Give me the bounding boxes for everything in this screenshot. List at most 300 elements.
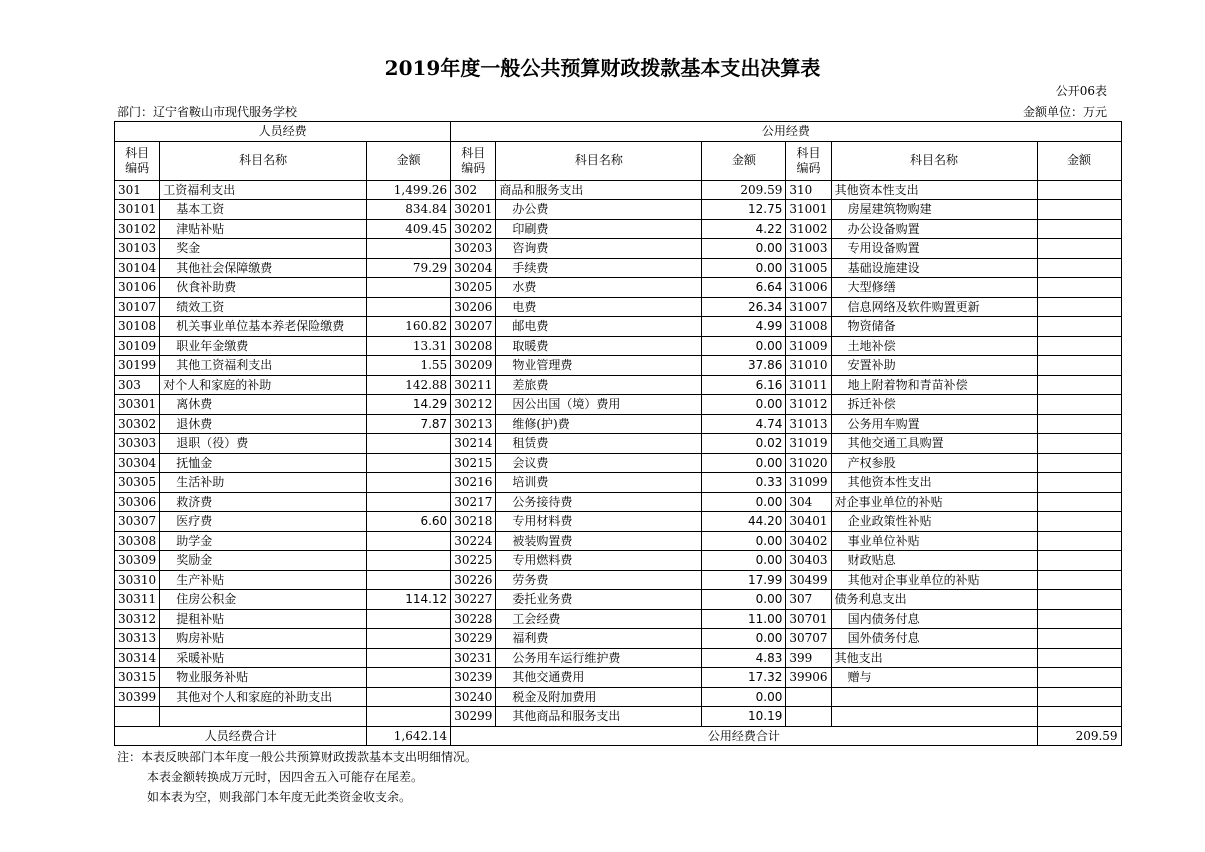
table-row: [115, 687, 1122, 707]
subject-code: 31006: [786, 278, 831, 298]
subject-code: 30299: [451, 707, 496, 727]
amount-cell: 0.00: [702, 492, 786, 512]
subject-code: 30240: [451, 687, 496, 707]
name-header: 科目名称: [831, 141, 1037, 180]
public-header: 公用经费: [451, 122, 1121, 142]
subject-name: 国内债务付息: [831, 609, 1037, 629]
subject-name: 差旅费: [496, 375, 702, 395]
table-row: [115, 375, 1122, 395]
subject-code: 30204: [451, 258, 496, 278]
amount-cell: 0.00: [702, 629, 786, 649]
amount-cell: 10.19: [702, 707, 786, 727]
table-row: [115, 258, 1122, 278]
amount-cell: [1037, 512, 1121, 532]
amount-header: 金额: [367, 141, 451, 180]
subject-code: 30228: [451, 609, 496, 629]
amount-cell: 6.60: [367, 512, 451, 532]
subject-code: 303: [115, 375, 160, 395]
public-total-value: 209.59: [1037, 726, 1121, 746]
subject-code: 30102: [115, 219, 160, 239]
name-header: 科目名称: [496, 141, 702, 180]
subject-code: 30224: [451, 531, 496, 551]
subject-name: 基础设施建设: [831, 258, 1037, 278]
amount-cell: [1037, 492, 1121, 512]
subject-name: 抚恤金: [160, 453, 367, 473]
subject-name: 办公设备购置: [831, 219, 1037, 239]
amount-cell: [1037, 375, 1121, 395]
code-header-line: 编码: [125, 160, 150, 175]
amount-cell: [1037, 648, 1121, 668]
subject-name: 其他社会保障缴费: [160, 258, 367, 278]
subject-name: 财政贴息: [831, 551, 1037, 571]
subject-name: 国外债务付息: [831, 629, 1037, 649]
subject-code: 30401: [786, 512, 831, 532]
amount-cell: [1037, 317, 1121, 337]
subject-name: 公务接待费: [496, 492, 702, 512]
subject-name: 奖金: [160, 239, 367, 259]
subject-name: 专用材料费: [496, 512, 702, 532]
code-header-line: 科目: [461, 145, 486, 160]
amount-cell: 7.87: [367, 414, 451, 434]
subject-code: 30313: [115, 629, 160, 649]
subject-code: 30211: [451, 375, 496, 395]
subject-code: 31019: [786, 434, 831, 454]
amount-cell: [1037, 453, 1121, 473]
amount-cell: 12.75: [702, 200, 786, 220]
subject-code: 30226: [451, 570, 496, 590]
subject-name: 产权参股: [831, 453, 1037, 473]
note-line: 注：本表反映部门本年度一般公共预算财政拨款基本支出明细情况。: [117, 750, 478, 764]
subject-code: 30214: [451, 434, 496, 454]
table-row: [115, 434, 1122, 454]
table-row: [115, 473, 1122, 493]
subject-code: 31005: [786, 258, 831, 278]
subject-name: 培训费: [496, 473, 702, 493]
subject-name: 水费: [496, 278, 702, 298]
table-row: [115, 336, 1122, 356]
amount-cell: 17.99: [702, 570, 786, 590]
subject-name: 会议费: [496, 453, 702, 473]
amount-cell: 17.32: [702, 668, 786, 688]
personnel-header: 人员经费: [115, 122, 451, 142]
subject-name: 专用燃料费: [496, 551, 702, 571]
amount-cell: 1,499.26: [367, 180, 451, 200]
amount-cell: [1037, 239, 1121, 259]
amount-cell: [1037, 258, 1121, 278]
subject-code: 304: [786, 492, 831, 512]
subject-code: 399: [786, 648, 831, 668]
table-row: [115, 512, 1122, 532]
subject-code: 30103: [115, 239, 160, 259]
table-row: [115, 414, 1122, 434]
subject-code: 30225: [451, 551, 496, 571]
table-row: [115, 531, 1122, 551]
amount-cell: [367, 629, 451, 649]
subject-name: 其他商品和服务支出: [496, 707, 702, 727]
totals-row: [115, 726, 1122, 746]
table-row: [115, 668, 1122, 688]
section-header-row: [115, 122, 1122, 142]
table-row: [115, 219, 1122, 239]
subject-code: 30306: [115, 492, 160, 512]
subject-code: 30206: [451, 297, 496, 317]
subject-code: 310: [786, 180, 831, 200]
public-total-label: 公用经费合计: [451, 726, 1037, 746]
amount-cell: 4.22: [702, 219, 786, 239]
page-title: 2019年度一般公共预算财政拨款基本支出决算表: [384, 56, 821, 80]
subject-name: 其他交通工具购置: [831, 434, 1037, 454]
name-header: 科目名称: [160, 141, 367, 180]
subject-name: 其他工资福利支出: [160, 356, 367, 376]
table-row: [115, 297, 1122, 317]
subject-name: 房屋建筑物购建: [831, 200, 1037, 220]
amount-cell: [1037, 629, 1121, 649]
subject-name: 伙食补助费: [160, 278, 367, 298]
subject-code: 30312: [115, 609, 160, 629]
amount-cell: [1037, 297, 1121, 317]
subject-name: 办公费: [496, 200, 702, 220]
subject-name: 安置补助: [831, 356, 1037, 376]
subject-name: 咨询费: [496, 239, 702, 259]
subject-code: 31001: [786, 200, 831, 220]
subject-name: [160, 707, 367, 727]
subject-code: 30199: [115, 356, 160, 376]
subject-code: 30107: [115, 297, 160, 317]
amount-cell: 409.45: [367, 219, 451, 239]
amount-cell: 160.82: [367, 317, 451, 337]
subject-code: 30212: [451, 395, 496, 415]
subject-name: 信息网络及软件购置更新: [831, 297, 1037, 317]
subject-code: 301: [115, 180, 160, 200]
subject-name: [831, 687, 1037, 707]
subject-code: 30203: [451, 239, 496, 259]
table-row: [115, 707, 1122, 727]
subject-code: 30305: [115, 473, 160, 493]
amount-cell: 0.00: [702, 687, 786, 707]
subject-name: 物业服务补贴: [160, 668, 367, 688]
subject-name: 土地补偿: [831, 336, 1037, 356]
amount-cell: 37.86: [702, 356, 786, 376]
subject-name: 住房公积金: [160, 590, 367, 610]
subject-code: 30301: [115, 395, 160, 415]
subject-code: [115, 707, 160, 727]
subject-code: [786, 707, 831, 727]
subject-code: 30399: [115, 687, 160, 707]
subject-code: 30315: [115, 668, 160, 688]
subject-code: 30701: [786, 609, 831, 629]
subject-name: 租赁费: [496, 434, 702, 454]
subject-code: 30403: [786, 551, 831, 571]
table-row: [115, 629, 1122, 649]
subject-name: 公务用车运行维护费: [496, 648, 702, 668]
subject-name: 其他资本性支出: [831, 180, 1037, 200]
subject-code: 30218: [451, 512, 496, 532]
expenditure-table: [114, 121, 1122, 746]
amount-cell: [367, 492, 451, 512]
subject-code: 30108: [115, 317, 160, 337]
amount-cell: [367, 434, 451, 454]
subject-name: 税金及附加费用: [496, 687, 702, 707]
subject-name: 手续费: [496, 258, 702, 278]
subject-name: 购房补贴: [160, 629, 367, 649]
amount-cell: [367, 297, 451, 317]
subject-code: 31020: [786, 453, 831, 473]
table-row: [115, 356, 1122, 376]
subject-name: 其他资本性支出: [831, 473, 1037, 493]
amount-cell: 209.59: [702, 180, 786, 200]
amount-cell: 0.00: [702, 590, 786, 610]
form-number: 公开06表: [1055, 84, 1107, 98]
subject-name: 商品和服务支出: [496, 180, 702, 200]
table-row: [115, 239, 1122, 259]
subject-code: 31009: [786, 336, 831, 356]
table-row: [115, 278, 1122, 298]
subject-code: 307: [786, 590, 831, 610]
subject-name: 地上附着物和青苗补偿: [831, 375, 1037, 395]
subject-name: 事业单位补贴: [831, 531, 1037, 551]
subject-code: 30215: [451, 453, 496, 473]
subject-name: 救济费: [160, 492, 367, 512]
table-row: [115, 317, 1122, 337]
subject-code: [786, 687, 831, 707]
code-header-line: 科目: [796, 145, 821, 160]
subject-name: 专用设备购置: [831, 239, 1037, 259]
subject-name: 退职（役）费: [160, 434, 367, 454]
subject-code: 30208: [451, 336, 496, 356]
subject-name: 大型修缮: [831, 278, 1037, 298]
amount-cell: 0.00: [702, 453, 786, 473]
subject-name: 印刷费: [496, 219, 702, 239]
subject-name: 工资福利支出: [160, 180, 367, 200]
subject-name: 奖励金: [160, 551, 367, 571]
subject-name: 其他支出: [831, 648, 1037, 668]
amount-header: 金额: [702, 141, 786, 180]
subject-name: 劳务费: [496, 570, 702, 590]
subject-code: 30216: [451, 473, 496, 493]
subject-code: 30308: [115, 531, 160, 551]
table-row: [115, 453, 1122, 473]
subject-name: 其他对企事业单位的补贴: [831, 570, 1037, 590]
code-header: [786, 141, 831, 180]
subject-name: 赠与: [831, 668, 1037, 688]
subject-name: 绩效工资: [160, 297, 367, 317]
subject-code: 30106: [115, 278, 160, 298]
subject-name: 取暖费: [496, 336, 702, 356]
amount-cell: 0.00: [702, 239, 786, 259]
column-header-row: [115, 141, 1122, 180]
amount-cell: 4.99: [702, 317, 786, 337]
amount-cell: [1037, 609, 1121, 629]
department-label: 部门：辽宁省鞍山市现代服务学校: [117, 105, 298, 119]
amount-cell: 834.84: [367, 200, 451, 220]
subject-code: 39906: [786, 668, 831, 688]
subject-code: 31008: [786, 317, 831, 337]
amount-cell: 1.55: [367, 356, 451, 376]
subject-name: 基本工资: [160, 200, 367, 220]
amount-cell: [367, 707, 451, 727]
subject-code: 30213: [451, 414, 496, 434]
amount-cell: [367, 551, 451, 571]
subject-code: 30109: [115, 336, 160, 356]
amount-cell: [1037, 434, 1121, 454]
code-header-line: 编码: [461, 160, 486, 175]
amount-cell: [1037, 531, 1121, 551]
amount-cell: [367, 609, 451, 629]
subject-name: 委托业务费: [496, 590, 702, 610]
amount-cell: 6.64: [702, 278, 786, 298]
amount-cell: [1037, 356, 1121, 376]
subject-name: [831, 707, 1037, 727]
subject-code: 31003: [786, 239, 831, 259]
subject-name: 物业管理费: [496, 356, 702, 376]
subject-code: 30104: [115, 258, 160, 278]
table-row: [115, 590, 1122, 610]
subject-code: 30207: [451, 317, 496, 337]
amount-cell: [1037, 668, 1121, 688]
amount-cell: 4.74: [702, 414, 786, 434]
amount-cell: [367, 570, 451, 590]
subject-code: 31011: [786, 375, 831, 395]
subject-name: 医疗费: [160, 512, 367, 532]
amount-cell: [1037, 687, 1121, 707]
amount-cell: 26.34: [702, 297, 786, 317]
amount-cell: 114.12: [367, 590, 451, 610]
subject-name: 机关事业单位基本养老保险缴费: [160, 317, 367, 337]
amount-cell: 0.00: [702, 531, 786, 551]
table-row: [115, 200, 1122, 220]
amount-cell: [367, 453, 451, 473]
subject-name: 维修(护)费: [496, 414, 702, 434]
subject-name: 生活补助: [160, 473, 367, 493]
amount-cell: 4.83: [702, 648, 786, 668]
amount-cell: [1037, 570, 1121, 590]
subject-code: 30101: [115, 200, 160, 220]
subject-name: 对企事业单位的补贴: [831, 492, 1037, 512]
subject-name: 邮电费: [496, 317, 702, 337]
subject-code: 30202: [451, 219, 496, 239]
subject-name: 生产补贴: [160, 570, 367, 590]
amount-cell: 0.00: [702, 395, 786, 415]
subject-code: 30217: [451, 492, 496, 512]
subject-name: 助学金: [160, 531, 367, 551]
amount-cell: [1037, 200, 1121, 220]
subject-code: 30303: [115, 434, 160, 454]
personnel-total-value: 1,642.14: [367, 726, 451, 746]
amount-cell: [1037, 278, 1121, 298]
amount-cell: [1037, 551, 1121, 571]
subject-code: 302: [451, 180, 496, 200]
subject-name: 被装购置费: [496, 531, 702, 551]
table-row: [115, 570, 1122, 590]
subject-code: 30205: [451, 278, 496, 298]
amount-cell: [367, 648, 451, 668]
amount-cell: [367, 239, 451, 259]
unit-label: 金额单位：万元: [1022, 105, 1107, 119]
subject-name: 职业年金缴费: [160, 336, 367, 356]
subject-code: 31007: [786, 297, 831, 317]
subject-name: 企业政策性补贴: [831, 512, 1037, 532]
amount-cell: [1037, 180, 1121, 200]
amount-cell: 6.16: [702, 375, 786, 395]
amount-cell: [367, 278, 451, 298]
table-row: [115, 492, 1122, 512]
subject-name: 其他对个人和家庭的补助支出: [160, 687, 367, 707]
table-row: [115, 609, 1122, 629]
note-line: 本表金额转换成万元时，因四舍五入可能存在尾差。: [147, 770, 424, 784]
subject-name: 其他交通费用: [496, 668, 702, 688]
personnel-total-label: 人员经费合计: [115, 726, 367, 746]
amount-cell: [1037, 473, 1121, 493]
subject-code: 30707: [786, 629, 831, 649]
amount-cell: [1037, 336, 1121, 356]
subject-code: 31013: [786, 414, 831, 434]
amount-cell: 0.00: [702, 336, 786, 356]
amount-cell: [1037, 219, 1121, 239]
subject-code: 31010: [786, 356, 831, 376]
amount-cell: [1037, 395, 1121, 415]
subject-name: 电费: [496, 297, 702, 317]
amount-cell: 0.00: [702, 551, 786, 571]
amount-cell: [367, 473, 451, 493]
subject-code: 30229: [451, 629, 496, 649]
subject-name: 退休费: [160, 414, 367, 434]
subject-code: 30314: [115, 648, 160, 668]
note-line: 如本表为空，则我部门本年度无此类资金收支余。: [147, 790, 412, 804]
amount-header: 金额: [1037, 141, 1121, 180]
code-header: [115, 141, 160, 180]
subject-code: 30309: [115, 551, 160, 571]
amount-cell: 142.88: [367, 375, 451, 395]
code-header-line: 编码: [796, 160, 821, 175]
amount-cell: 14.29: [367, 395, 451, 415]
subject-name: 采暖补贴: [160, 648, 367, 668]
amount-cell: [1037, 707, 1121, 727]
subject-code: 31099: [786, 473, 831, 493]
subject-code: 30310: [115, 570, 160, 590]
amount-cell: [367, 687, 451, 707]
amount-cell: 0.33: [702, 473, 786, 493]
subject-name: 公务用车购置: [831, 414, 1037, 434]
table-row: [115, 551, 1122, 571]
subject-name: 工会经费: [496, 609, 702, 629]
subject-code: 30302: [115, 414, 160, 434]
subject-code: 30231: [451, 648, 496, 668]
subject-code: 31012: [786, 395, 831, 415]
subject-code: 30402: [786, 531, 831, 551]
amount-cell: 11.00: [702, 609, 786, 629]
code-header: [451, 141, 496, 180]
subject-code: 30209: [451, 356, 496, 376]
subject-name: 债务利息支出: [831, 590, 1037, 610]
table-row: [115, 648, 1122, 668]
notes: [117, 747, 477, 807]
subject-name: 对个人和家庭的补助: [160, 375, 367, 395]
amount-cell: [367, 531, 451, 551]
table-row: [115, 180, 1122, 200]
subject-name: 物资储备: [831, 317, 1037, 337]
amount-cell: 79.29: [367, 258, 451, 278]
amount-cell: 0.00: [702, 258, 786, 278]
amount-cell: 0.02: [702, 434, 786, 454]
subject-name: 津贴补贴: [160, 219, 367, 239]
amount-cell: [1037, 590, 1121, 610]
subject-code: 31002: [786, 219, 831, 239]
subject-code: 30499: [786, 570, 831, 590]
subject-name: 福利费: [496, 629, 702, 649]
subject-name: 拆迁补偿: [831, 395, 1037, 415]
amount-cell: [367, 668, 451, 688]
amount-cell: [1037, 414, 1121, 434]
